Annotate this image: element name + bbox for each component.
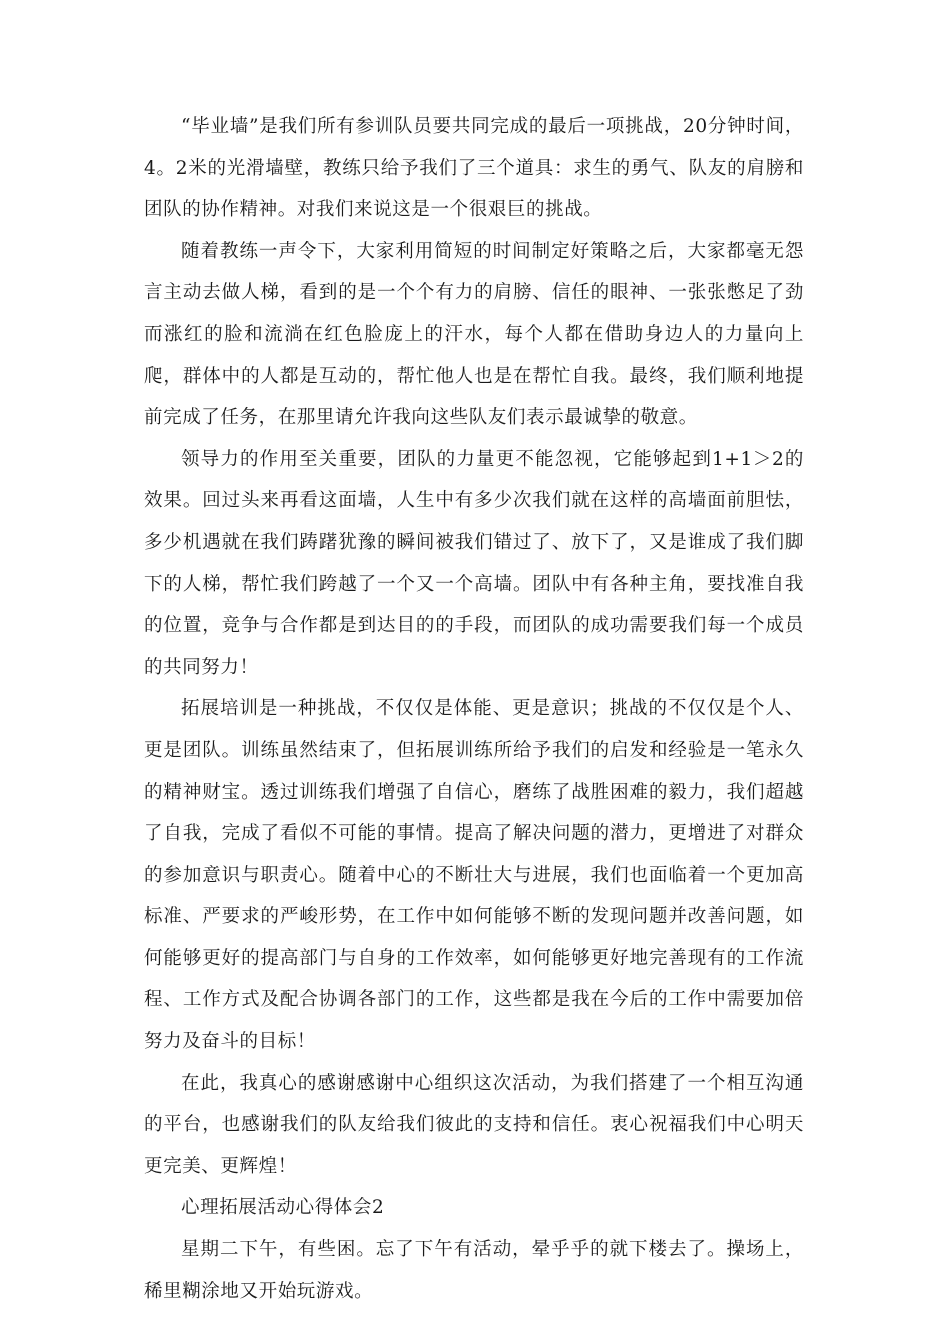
section-heading: 心理拓展活动心得体会2 [181, 1197, 385, 1219]
document-body [144, 106, 804, 1312]
paragraph-training-challenge: 拓展培训是一种挑战，不仅仅是体能、更是意识；挑战的不仅仅是个人、更是团队。训练虽然结束了，但拓展训练所给予我们的启发和经验是一笔永久的精神财宝。透过训练我们增强了自信心，磨练了战胜困难的毅力，我们超越了自我，完成了看似不可能的事情。提高了解决问题的潜力，更增进了对群众的参加意识与职责心。随着中心的不断壮大与进展，我们也面临着一个更加高标准、严要求的严峻形势，在工作中如何能够不断的发现问题并改善问题，如何能够更好的提高部门与自身的工作效率，如何能够更好地完善现有的工作流程、工作方式及配合协调各部门的工作，这些都是我在今后的工作中需要加倍努力及奋斗的目标！ [144, 698, 804, 1053]
paragraph-graduation-wall: “毕业墙”是我们所有参训队员要共同完成的最后一项挑战，20分钟时间，4。2米的光滑墙壁，教练只给予我们了三个道具：求生的勇气、队友的肩膀和团队的协作精神。对我们来说这是一个很艰巨的挑战。 [144, 116, 804, 221]
paragraph-leadership: 领导力的作用至关重要，团队的力量更不能忽视，它能够起到1+1＞2的效果。回过头来再看这面墙，人生中有多少次我们就在这样的高墙面前胆怯，多少机遇就在我们踌躇犹豫的瞬间被我们错过了、放下了，又是谁成了我们脚下的人梯，帮忙我们跨越了一个又一个高墙。团队中有各种主角，要找准自我的位置，竞争与合作都是到达目的的手段，而团队的成功需要我们每一个成员的共同努力！ [144, 448, 804, 678]
paragraph-tuesday: 星期二下午，有些困。忘了下午有活动，晕乎乎的就下楼去了。操场上，稀里糊涂地又开始玩游戏。 [144, 1239, 804, 1302]
paragraph-human-ladder: 随着教练一声令下，大家利用简短的时间制定好策略之后，大家都毫无怨言主动去做人梯，看到的是一个个有力的肩膀、信任的眼神、一张张憋足了劲而涨红的脸和流淌在红色脸庞上的汗水，每个人都在借助身边人的力量向上爬，群体中的人都是互动的，帮忙他人也是在帮忙自我。最终，我们顺利地提前完成了任务，在那里请允许我向这些队友们表示最诚挚的敬意。 [144, 240, 804, 429]
paragraph-thanks: 在此，我真心的感谢感谢中心组织这次活动，为我们搭建了一个相互沟通的平台，也感谢我们的队友给我们彼此的支持和信任。衷心祝福我们中心明天更完美、更辉煌！ [144, 1072, 804, 1177]
